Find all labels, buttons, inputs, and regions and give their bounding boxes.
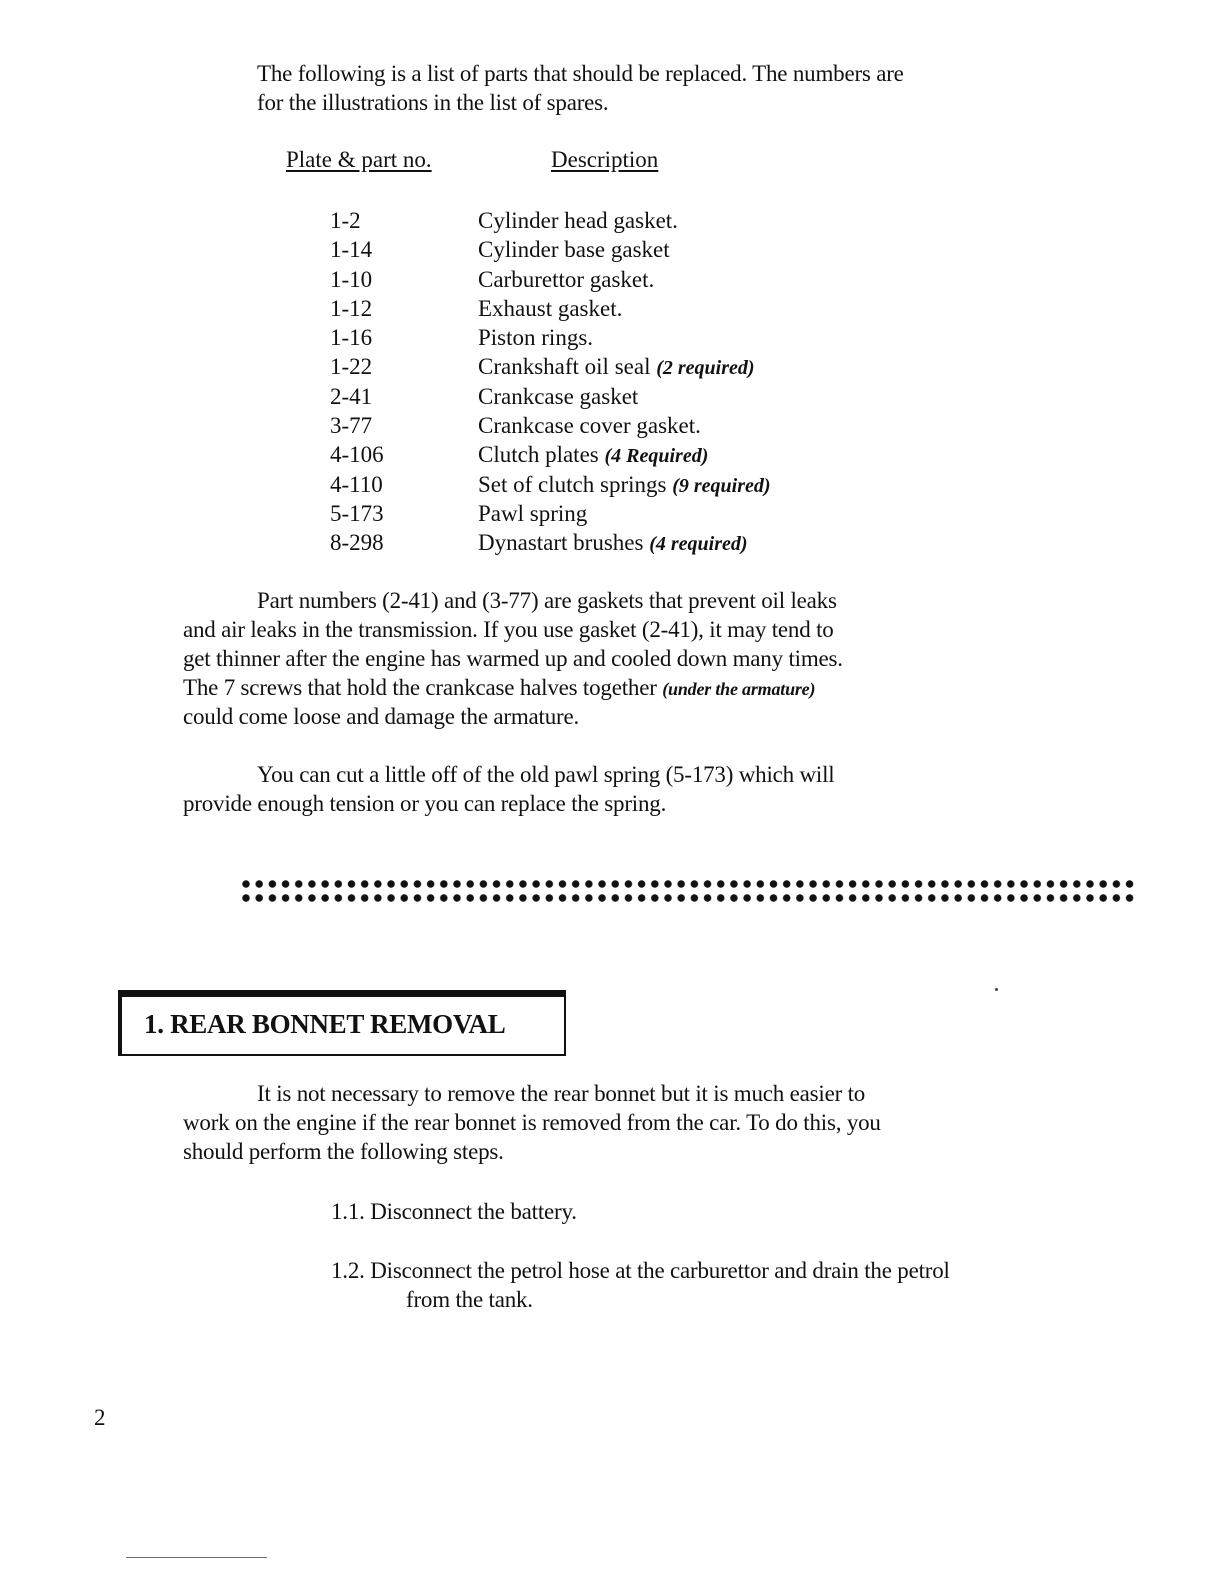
part-description-text: Cylinder head gasket. [478,208,678,233]
part-description-text: Exhaust gasket. [478,295,623,321]
para1-line-4 [183,673,815,705]
page-number: 2 [94,1405,106,1430]
part-description-text: Set of clutch springs [478,471,667,497]
part-number: 1-14 [330,237,373,263]
part-number: 5-173 [330,500,384,526]
section-title: 1. REAR BONNET REMOVAL [144,1009,506,1039]
part-description-text: Crankcase gasket [478,383,639,409]
step-1-1: 1.1. Disconnect the battery. [331,1199,577,1224]
part-description-text: Piston rings. [478,325,594,351]
part-description-text: Clutch plates [478,442,599,468]
part-description [478,440,708,471]
step-1-2-line-1: 1.2. Disconnect the petrol hose at the carburettor and drain the petrol [331,1258,950,1283]
intro-line-2: for the illustrations in the list of spares. [257,90,609,115]
part-description-text: Pawl spring [478,500,588,526]
part-quantity-note: (4 required) [649,533,748,556]
intro-line-1: The following is a list of parts that should be replaced. The numbers are [257,61,904,86]
part-description [478,235,670,264]
part-description [478,206,678,235]
part-number: 1-22 [330,354,373,380]
para2-line-2: provide enough tension or you can replace the spring. [183,791,667,816]
part-description [478,323,593,352]
part-number: 1-16 [330,325,373,351]
step-1-2-line-2: from the tank. [406,1287,533,1312]
part-number: 4-106 [330,442,384,468]
column-header-description: Description [551,147,659,172]
part-description [478,294,622,323]
part-number: 1-10 [330,266,373,292]
part-quantity-note: (4 Required) [604,445,709,468]
part-description [478,265,654,294]
para3-line-1: It is not necessary to remove the rear bonnet but it is much easier to [257,1081,866,1106]
part-description-text: Cylinder base gasket [478,237,670,263]
para1-line-1: Part numbers (2-41) and (3-77) are gaskets that prevent oil leaks [257,588,837,613]
part-number: 1-2 [330,208,361,233]
part-description-text: Dynastart brushes [478,530,644,556]
part-number: 2-41 [330,383,373,409]
dotted-divider-bottom [242,894,1137,902]
part-quantity-note: (2 required) [656,357,755,380]
part-description [478,382,638,411]
part-description [478,411,701,440]
part-description-text: Carburettor gasket. [478,266,655,292]
part-description [478,470,771,501]
part-description [478,499,587,528]
para2-line-1: You can cut a little off of the old pawl spring (5-173) which will [257,762,835,787]
part-number: 4-110 [330,471,383,497]
para1-line-4-note: (under the armature) [662,679,816,699]
para3-line-3: should perform the following steps. [183,1139,504,1164]
para1-line-3: get thinner after the engine has warmed up and cooled down many times. [183,646,843,671]
part-description [478,528,748,559]
section-heading-box [118,990,566,1056]
para1-line-4-text: The 7 screws that hold the crankcase halves together [183,675,663,700]
column-header-part: Plate & part no. [286,147,432,172]
part-number: 3-77 [330,413,373,439]
part-number: 8-298 [330,530,384,556]
part-description-text: Crankshaft oil seal [478,354,651,380]
scan-speck [995,988,998,991]
part-description [478,352,755,383]
para1-line-2: and air leaks in the transmission. If you use gasket (2-41), it may tend to [183,617,834,642]
part-quantity-note: (9 required) [672,474,771,497]
part-number: 1-12 [330,295,373,321]
footer-rule [126,1557,267,1558]
para3-line-2: work on the engine if the rear bonnet is removed from the car. To do this, you [183,1110,881,1135]
para1-line-5: could come loose and damage the armature. [183,704,580,729]
dotted-divider-top [242,880,1137,888]
part-description-text: Crankcase cover gasket. [478,413,701,439]
